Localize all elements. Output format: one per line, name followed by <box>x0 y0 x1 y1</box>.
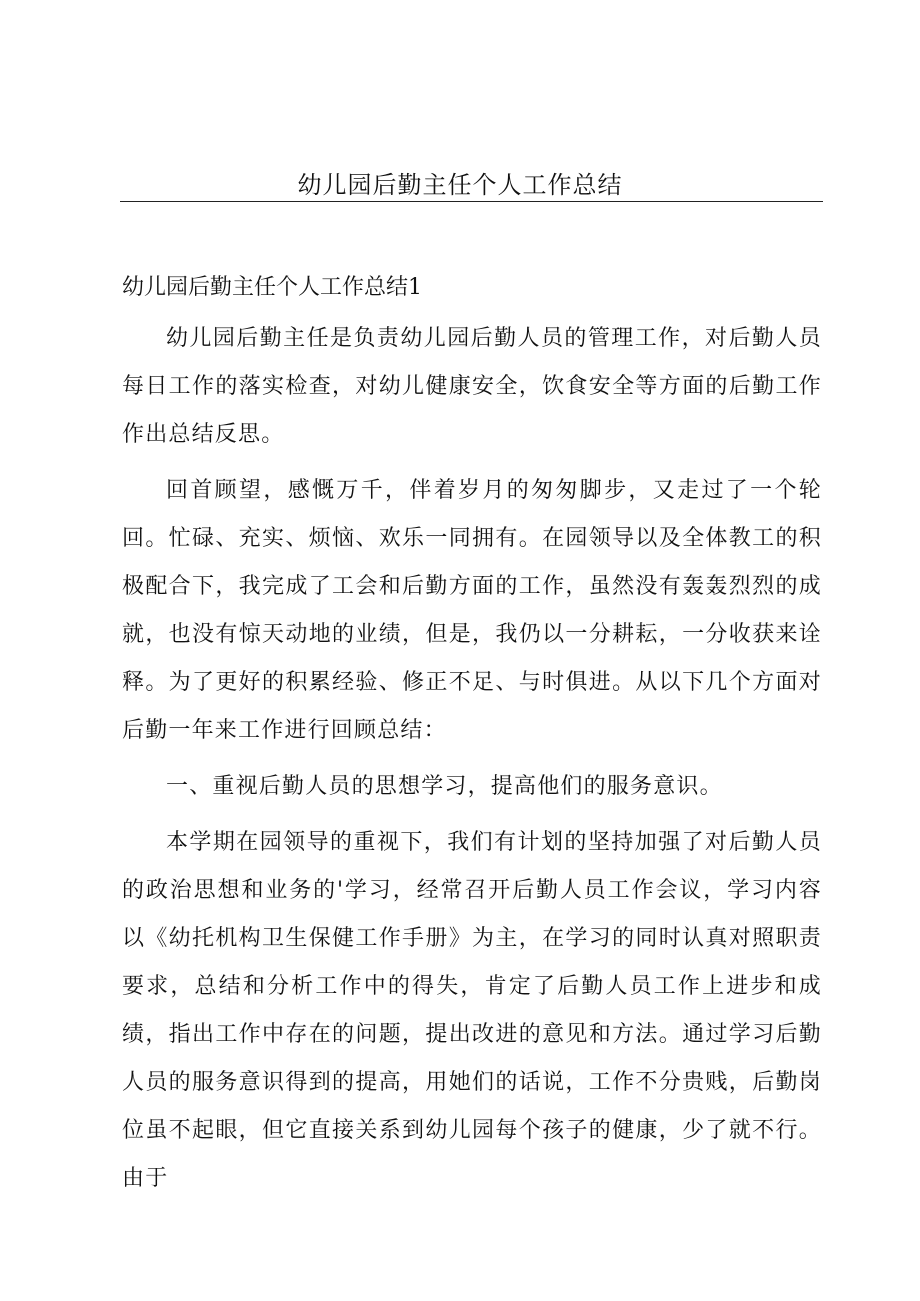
title-underline <box>120 201 823 202</box>
document-body <box>122 315 822 1211</box>
paragraph-study: 本学期在园领导的重视下，我们有计划的坚持加强了对后勤人员的政治思想和业务的'学习，经常召开后勤人员工作会议，学习内容以《幼托机构卫生保健工作手册》为主，在学习的同时认真对照职责要求，总结和分析工作中的得失，肯定了后勤人员工作上进步和成绩，指出工作中存在的问题，提出改进的意见和方法。通过学习后勤人员的服务意识得到的提高，用她们的话说，工作不分贵贱，后勤岗位虽不起眼，但它直接关系到幼儿园每个孩子的健康，少了就不行。由于 <box>122 830 822 1191</box>
paragraph-review: 回首顾望，感慨万千，伴着岁月的匆匆脚步，又走过了一个轮回。忙碌、充实、烦恼、欢乐一同拥有。在园领导以及全体教工的积极配合下，我完成了工会和后勤方面的工作，虽然没有轰轰烈烈的成就，也没有惊天动地的业绩，但是，我仍以一分耕耘，一分收获来诠释。为了更好的积累经验、修正不足、与时俱进。从以下几个方面对后勤一年来工作进行回顾总结： <box>122 478 822 743</box>
paragraph-subheading: 一、重视后勤人员的思想学习，提高他们的服务意识。 <box>166 774 723 799</box>
paragraph-intro: 幼儿园后勤主任是负责幼儿园后勤人员的管理工作，对后勤人员每日工作的落实检查，对幼儿健康安全，饮食安全等方面的后勤工作作出总结反思。 <box>122 326 822 447</box>
section-heading: 幼儿园后勤主任个人工作总结1 <box>122 275 422 300</box>
document-title: 幼儿园后勤主任个人工作总结 <box>297 171 623 199</box>
